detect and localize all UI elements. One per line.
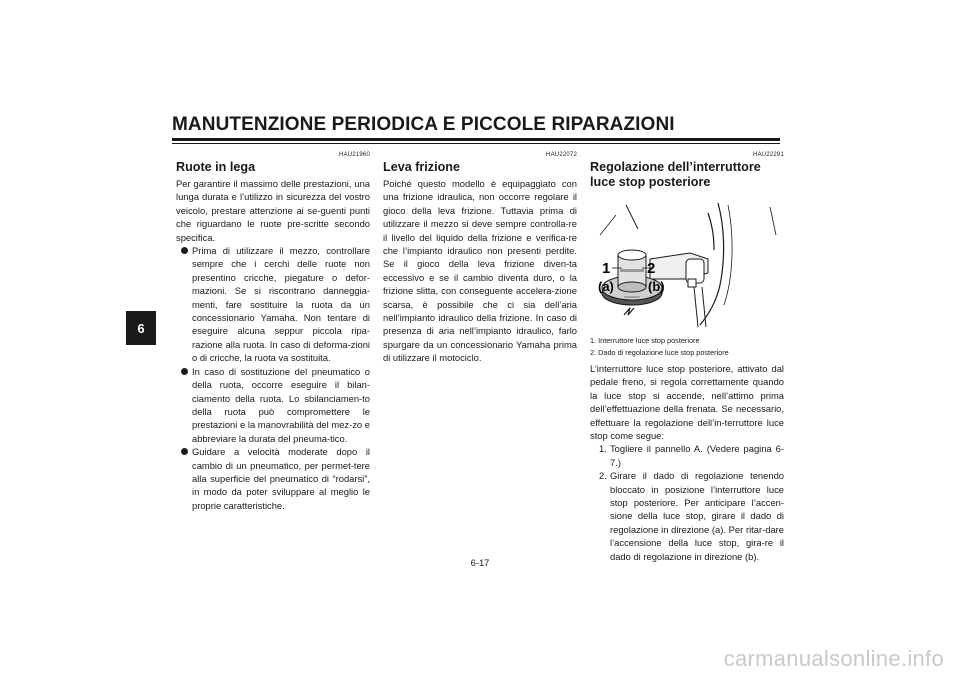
section-heading: Leva frizione (383, 160, 460, 174)
bullet-text: Prima di utilizzare il mezzo, controllare sempre che i cerchi delle ruote non presentino cricche, piegature o defor-mazioni. Se si riscontrano danneggia-menti, fare sostituire la ruota da un concessionario Yamaha. Non tentare di eseguire alcuna seppur piccola ripa-razione alla ruota. In caso di deforma-zioni o di cricche, la ruota va sostituita. (192, 245, 370, 364)
bullet-item (176, 244, 370, 365)
figure-label-b: (b) (648, 279, 665, 294)
section-code: HAU21960 (339, 152, 370, 158)
column-alloy-wheels (176, 152, 370, 512)
bullet-dot-icon (181, 368, 188, 375)
column-clutch-lever (383, 152, 577, 365)
bullet-text: Guidare a velocità moderate dopo il cambio di un pneumatico, per permet-tere alla superficie del pneumatico di “rodarsi”, in modo da poter sviluppare al meglio le proprie caratteristiche. (192, 446, 370, 511)
title-rule-thin (172, 143, 780, 144)
section-body: L’interruttore luce stop posteriore, attivato dal pedale freno, si regola correttamente quando la luce stop si accende, nell’attimo prima dell’effettuazione della frenata. Se necessario, effettuare la regolazione dell’in-terruttore luce stop come segue: (590, 363, 784, 442)
step-item (590, 442, 784, 469)
step-item (590, 469, 784, 563)
bullet-item (176, 445, 370, 512)
section-intro: Per garantire il massimo delle prestazioni, una lunga durata e l’utilizzo in sicurezza del vostro veicolo, prestare attenzione ai se-guenti punti che riguardano le ruote pre-scritte secondo specifica. (176, 178, 370, 243)
section-heading: Regolazione dell’interruttore luce stop posteriore (590, 160, 761, 189)
bullet-dot-icon (181, 448, 188, 455)
section-code: HAU22291 (753, 152, 784, 158)
figure-label-a: (a) (598, 279, 614, 294)
step-number: 2. (599, 470, 607, 482)
watermark: carmanualsonline.info (723, 646, 944, 671)
section-body: Poiché questo modello è equipaggiato con una frizione idraulica, non occorre regolare il gioco della leva frizione. Tuttavia prima di utilizzare il mezzo si deve sempre controlla-re il livello del liquido della frizione e verifica-re che l’impianto idraulico non presenti perdite. Se il gioco della leva frizione diven-ta eccessivo e se il cambio diventa duro, o la frizione slitta, con conseguente accelera-zione scarsa, è possibile che ci sia dell’aria nell’impianto idraulico della frizione. In caso di presenza di aria nell’impianto idraulico, farlo spurgare da un concessionario Yamaha prima di utilizzare il motociclo. (383, 178, 577, 364)
bullet-item (176, 365, 370, 445)
figure-caption: 2. Dado di regolazione luce stop posteriore (590, 347, 729, 357)
chapter-tab: 6 (126, 311, 156, 345)
figure-label-2: 2 (647, 260, 656, 277)
figure-label-1: 1 (602, 260, 611, 277)
bullet-text: In caso di sostituzione del pneumatico o della ruota, occorre eseguire il bilan-ciamento della ruota. Lo sbilanciamen-to della ruota può compromettere le prestazioni e la manovrabilità del mez-zo e abbreviare la durata del pneuma-tico. (192, 365, 370, 444)
title-rule (172, 138, 780, 141)
step-text: Girare il dado di regolazione tenendo bloccato in posizione l’interruttore luce stop posteriore. Per anticipare l’accen-sione della luce stop, girare il dado di regolazione in direzione (a). Per ritar-dare l’accensione della luce stop, gira-re il dado di regolazione in direzione (b). (610, 470, 784, 562)
section-heading: Ruote in lega (176, 160, 256, 174)
brake-light-switch-illustration (590, 195, 784, 327)
page-title: MANUTENZIONE PERIODICA E PICCOLE RIPARAZIONI (172, 114, 675, 135)
page-number: 6-17 (470, 557, 490, 568)
section-code: HAU22072 (546, 152, 577, 158)
step-number: 1. (599, 443, 607, 455)
figure-captions (590, 335, 784, 358)
step-text: Togliere il pannello A. (Vedere pagina 6-7.) (610, 443, 784, 468)
figure-caption: 1. Interruttore luce stop posteriore (590, 336, 700, 345)
bullet-dot-icon (181, 247, 188, 254)
column-brake-light-switch (590, 152, 784, 563)
